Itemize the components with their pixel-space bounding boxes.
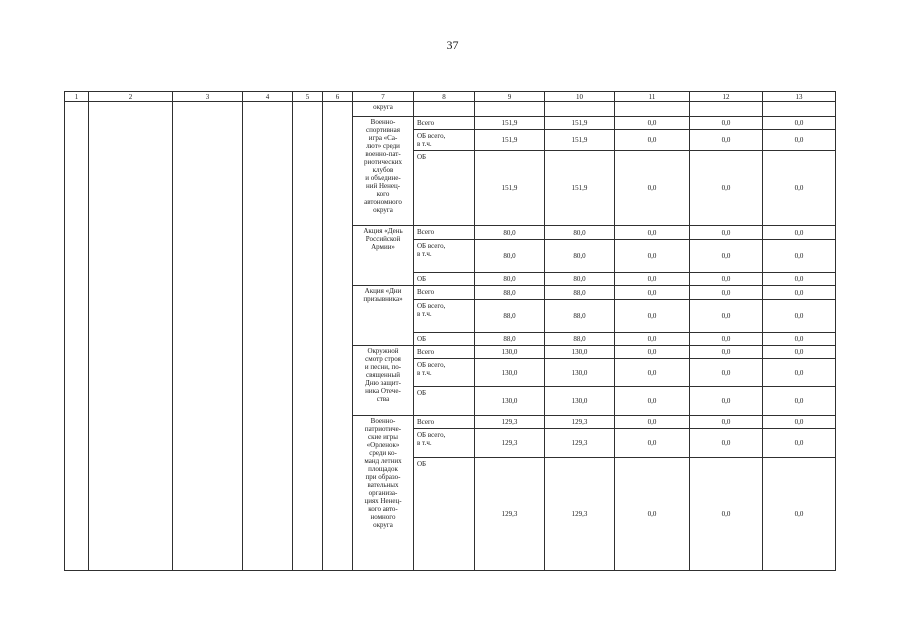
value-cell: 0,0 — [763, 286, 836, 300]
value-cell: 88,0 — [475, 333, 545, 346]
value-cell: 80,0 — [545, 240, 615, 273]
event-name: Военно- спортивная игра «Са- лют» среди военно-пат- риотических клубов и объедине- ний Ненец- кого автономного округа — [353, 117, 414, 226]
empty-cell — [243, 102, 293, 571]
value-cell: 0,0 — [690, 240, 763, 273]
value-cell: 88,0 — [545, 333, 615, 346]
value-cell: 80,0 — [475, 240, 545, 273]
value-cell: 0,0 — [690, 117, 763, 130]
category-cell: Всего — [414, 346, 475, 359]
value-cell: 0,0 — [763, 226, 836, 240]
value-cell: 129,3 — [545, 429, 615, 458]
value-cell: 80,0 — [475, 226, 545, 240]
value-cell: 129,3 — [475, 458, 545, 571]
column-number: 1 — [65, 92, 89, 102]
value-cell: 0,0 — [615, 346, 690, 359]
value-cell: 129,3 — [475, 429, 545, 458]
value-cell: 129,3 — [545, 416, 615, 429]
value-cell: 0,0 — [763, 458, 836, 571]
value-cell: 88,0 — [545, 286, 615, 300]
budget-table — [64, 91, 836, 571]
value-cell: 130,0 — [475, 359, 545, 387]
category-cell: ОБ всего, в т.ч. — [414, 429, 475, 458]
column-number: 5 — [293, 92, 323, 102]
event-name: Окружной смотр строя и песни, по- священный Дню защит- ника Отече- ства — [353, 346, 414, 416]
column-number: 10 — [545, 92, 615, 102]
category-cell: ОБ — [414, 333, 475, 346]
value-cell: 0,0 — [615, 300, 690, 333]
value-cell: 0,0 — [615, 151, 690, 226]
value-cell: 0,0 — [615, 458, 690, 571]
value-cell: 88,0 — [545, 300, 615, 333]
value-cell: 0,0 — [690, 346, 763, 359]
value-cell: 0,0 — [615, 117, 690, 130]
value-cell: 0,0 — [615, 416, 690, 429]
value-cell: 0,0 — [690, 416, 763, 429]
value-cell: 130,0 — [475, 387, 545, 416]
value-cell: 129,3 — [545, 458, 615, 571]
value-cell: 151,9 — [475, 117, 545, 130]
value-cell: 0,0 — [763, 117, 836, 130]
empty-cell — [323, 102, 353, 571]
category-cell: ОБ — [414, 458, 475, 571]
empty-cell — [690, 102, 763, 117]
value-cell: 0,0 — [763, 387, 836, 416]
value-cell: 0,0 — [763, 130, 836, 151]
column-number: 2 — [89, 92, 173, 102]
value-cell: 0,0 — [690, 429, 763, 458]
value-cell: 0,0 — [615, 387, 690, 416]
value-cell: 0,0 — [690, 458, 763, 571]
category-cell: Всего — [414, 117, 475, 130]
empty-cell — [475, 102, 545, 117]
event-name: Акция «Дни призывника» — [353, 286, 414, 346]
event-name: Акция «День Российской Армии» — [353, 226, 414, 286]
empty-cell — [173, 102, 243, 571]
category-cell: ОБ всего, в т.ч. — [414, 240, 475, 273]
value-cell: 151,9 — [545, 130, 615, 151]
value-cell: 151,9 — [475, 130, 545, 151]
column-number-row — [65, 92, 836, 102]
column-number: 13 — [763, 92, 836, 102]
value-cell: 0,0 — [690, 273, 763, 286]
page-number: 37 — [446, 38, 459, 52]
value-cell: 80,0 — [545, 226, 615, 240]
column-number: 12 — [690, 92, 763, 102]
value-cell: 0,0 — [615, 226, 690, 240]
value-cell: 0,0 — [615, 333, 690, 346]
category-cell: ОБ — [414, 387, 475, 416]
value-cell: 0,0 — [763, 333, 836, 346]
column-number: 11 — [615, 92, 690, 102]
column-number: 6 — [323, 92, 353, 102]
empty-cell — [414, 102, 475, 117]
category-cell: ОБ всего, в т.ч. — [414, 359, 475, 387]
empty-cell — [545, 102, 615, 117]
empty-cell — [65, 102, 89, 571]
value-cell: 130,0 — [545, 359, 615, 387]
value-cell: 0,0 — [763, 359, 836, 387]
value-cell: 0,0 — [690, 333, 763, 346]
value-cell: 0,0 — [690, 387, 763, 416]
value-cell: 0,0 — [763, 151, 836, 226]
value-cell: 0,0 — [763, 240, 836, 273]
value-cell: 0,0 — [763, 429, 836, 458]
value-cell: 0,0 — [615, 359, 690, 387]
column-number: 4 — [243, 92, 293, 102]
value-cell: 0,0 — [615, 429, 690, 458]
empty-cell — [293, 102, 323, 571]
column-number: 3 — [173, 92, 243, 102]
category-cell: Всего — [414, 286, 475, 300]
category-cell: Всего — [414, 416, 475, 429]
value-cell: 151,9 — [475, 151, 545, 226]
empty-cell — [89, 102, 173, 571]
value-cell: 130,0 — [475, 346, 545, 359]
value-cell: 88,0 — [475, 286, 545, 300]
value-cell: 130,0 — [545, 346, 615, 359]
value-cell: 0,0 — [690, 359, 763, 387]
value-cell: 88,0 — [475, 300, 545, 333]
value-cell: 0,0 — [615, 240, 690, 273]
value-cell: 0,0 — [615, 286, 690, 300]
value-cell: 80,0 — [475, 273, 545, 286]
column-number: 8 — [414, 92, 475, 102]
category-cell: ОБ — [414, 273, 475, 286]
event-name: округа — [353, 102, 414, 117]
event-name: Военно- патриотиче- ские игры «Орленок» среди ко- манд летних площадок при образо- вательных организа- циях Ненец- кого авто- номного округа — [353, 416, 414, 571]
value-cell: 0,0 — [690, 130, 763, 151]
table-row — [65, 102, 836, 117]
value-cell: 0,0 — [763, 346, 836, 359]
value-cell: 0,0 — [690, 286, 763, 300]
value-cell: 0,0 — [615, 130, 690, 151]
value-cell: 0,0 — [690, 300, 763, 333]
value-cell: 0,0 — [763, 300, 836, 333]
value-cell: 151,9 — [545, 151, 615, 226]
empty-cell — [763, 102, 836, 117]
value-cell: 130,0 — [545, 387, 615, 416]
empty-cell — [615, 102, 690, 117]
value-cell: 80,0 — [545, 273, 615, 286]
category-cell: ОБ — [414, 151, 475, 226]
value-cell: 0,0 — [690, 226, 763, 240]
column-number: 7 — [353, 92, 414, 102]
category-cell: Всего — [414, 226, 475, 240]
value-cell: 0,0 — [690, 151, 763, 226]
value-cell: 129,3 — [475, 416, 545, 429]
value-cell: 151,9 — [545, 117, 615, 130]
value-cell: 0,0 — [763, 416, 836, 429]
category-cell: ОБ всего, в т.ч. — [414, 300, 475, 333]
value-cell: 0,0 — [615, 273, 690, 286]
column-number: 9 — [475, 92, 545, 102]
value-cell: 0,0 — [763, 273, 836, 286]
category-cell: ОБ всего, в т.ч. — [414, 130, 475, 151]
